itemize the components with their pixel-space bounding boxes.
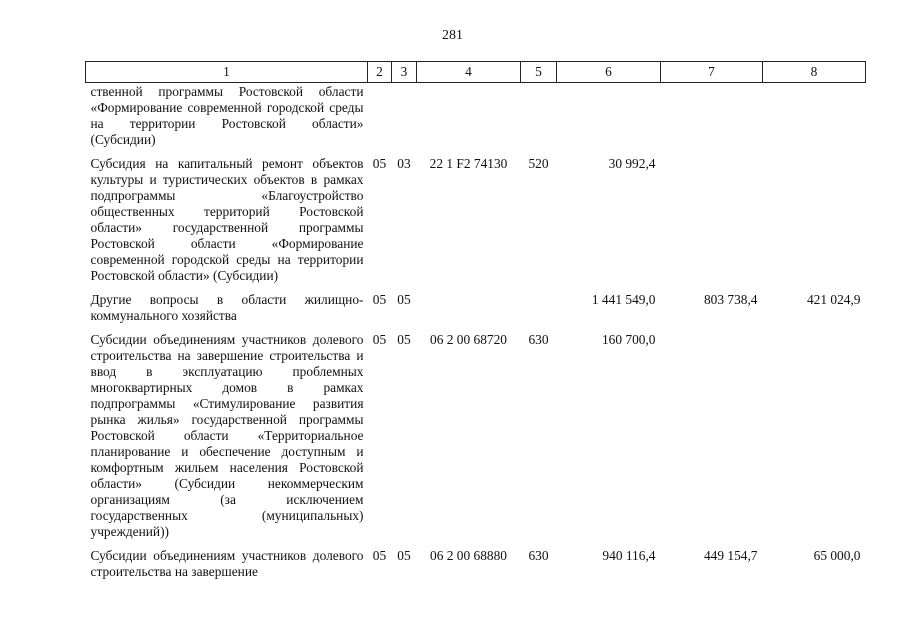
table-row — [86, 83, 866, 157]
row-target-article: 06 2 00 68720 — [430, 332, 507, 347]
row-expense-type: 630 — [528, 332, 549, 347]
budget-table — [85, 61, 866, 580]
row-amount-2 — [661, 332, 763, 548]
table-header-row — [86, 62, 866, 83]
row-expense-type — [521, 83, 557, 157]
row-amount-3 — [763, 332, 866, 548]
row-target-article — [417, 83, 521, 157]
row-expense-type — [521, 292, 557, 332]
row-amount-3: 421 024,9 — [806, 292, 861, 307]
row-amount-1: 30 992,4 — [608, 156, 656, 171]
row-section: 05 — [372, 292, 387, 307]
row-description: ственной программы Ростовской области «Формирование современной городской среды на территории Ростовской области» (Субсидии) — [90, 84, 364, 147]
header-col-4: 4 — [417, 62, 521, 83]
row-section: 05 — [372, 548, 387, 563]
row-expense-type: 630 — [528, 548, 549, 563]
row-subsection: 03 — [397, 156, 411, 171]
header-col-7: 7 — [661, 62, 763, 83]
table-row — [86, 548, 866, 580]
row-subsection: 05 — [397, 332, 411, 347]
page-number: 281 — [442, 28, 463, 43]
table-row — [86, 156, 866, 292]
row-amount-2 — [661, 156, 763, 292]
header-col-8: 8 — [763, 62, 866, 83]
row-amount-1: 940 116,4 — [602, 548, 656, 563]
row-amount-1: 1 441 549,0 — [591, 292, 656, 307]
row-amount-3: 65 000,0 — [813, 548, 861, 563]
row-amount-3 — [763, 83, 866, 157]
header-col-1: 1 — [86, 62, 368, 83]
table-row — [86, 332, 866, 548]
row-amount-1 — [557, 83, 661, 157]
row-subsection: 05 — [397, 548, 411, 563]
row-section: 05 — [372, 156, 387, 171]
row-description: Субсидии объединениям участников долевого строительства на завершение строительства и ввод в эксплуатацию проблемных многоквартирных домов в рамках подпрограммы «Стимулирование развития рынка жилья» государственной программы Ростовской области «Территориальное планирование и обеспечение доступным и комфортным жильем населения Ростовской области» (Субсидии некоммерческим организациям (за исключением государственных (муниципальных) учреждений)) — [90, 332, 364, 539]
row-description: Другие вопросы в области жилищно-коммунального хозяйства — [90, 292, 364, 323]
header-col-2: 2 — [368, 62, 392, 83]
row-target-article — [417, 292, 521, 332]
row-section: 05 — [372, 332, 387, 347]
row-section — [368, 83, 392, 157]
row-description: Субсидия на капитальный ремонт объектов культуры и туристических объектов в рамках подпрограммы «Благоустройство общественных территорий Ростовской области» государственной программы Ростовской области «Формирование современной городской среды на территории Ростовской области» (Субсидии) — [90, 156, 364, 283]
header-col-5: 5 — [521, 62, 557, 83]
header-col-6: 6 — [557, 62, 661, 83]
header-col-3: 3 — [392, 62, 417, 83]
row-amount-1: 160 700,0 — [601, 332, 656, 347]
table-row — [86, 292, 866, 332]
row-description: Субсидии объединениям участников долевого строительства на завершение — [90, 548, 364, 579]
row-amount-3 — [763, 156, 866, 292]
row-expense-type: 520 — [528, 156, 549, 171]
row-subsection: 05 — [397, 292, 411, 307]
row-amount-2 — [661, 83, 763, 157]
row-subsection — [392, 83, 417, 157]
row-target-article: 06 2 00 68880 — [430, 548, 507, 563]
row-amount-2: 449 154,7 — [703, 548, 758, 563]
row-amount-2: 803 738,4 — [703, 292, 758, 307]
row-target-article: 22 1 F2 74130 — [429, 156, 508, 171]
